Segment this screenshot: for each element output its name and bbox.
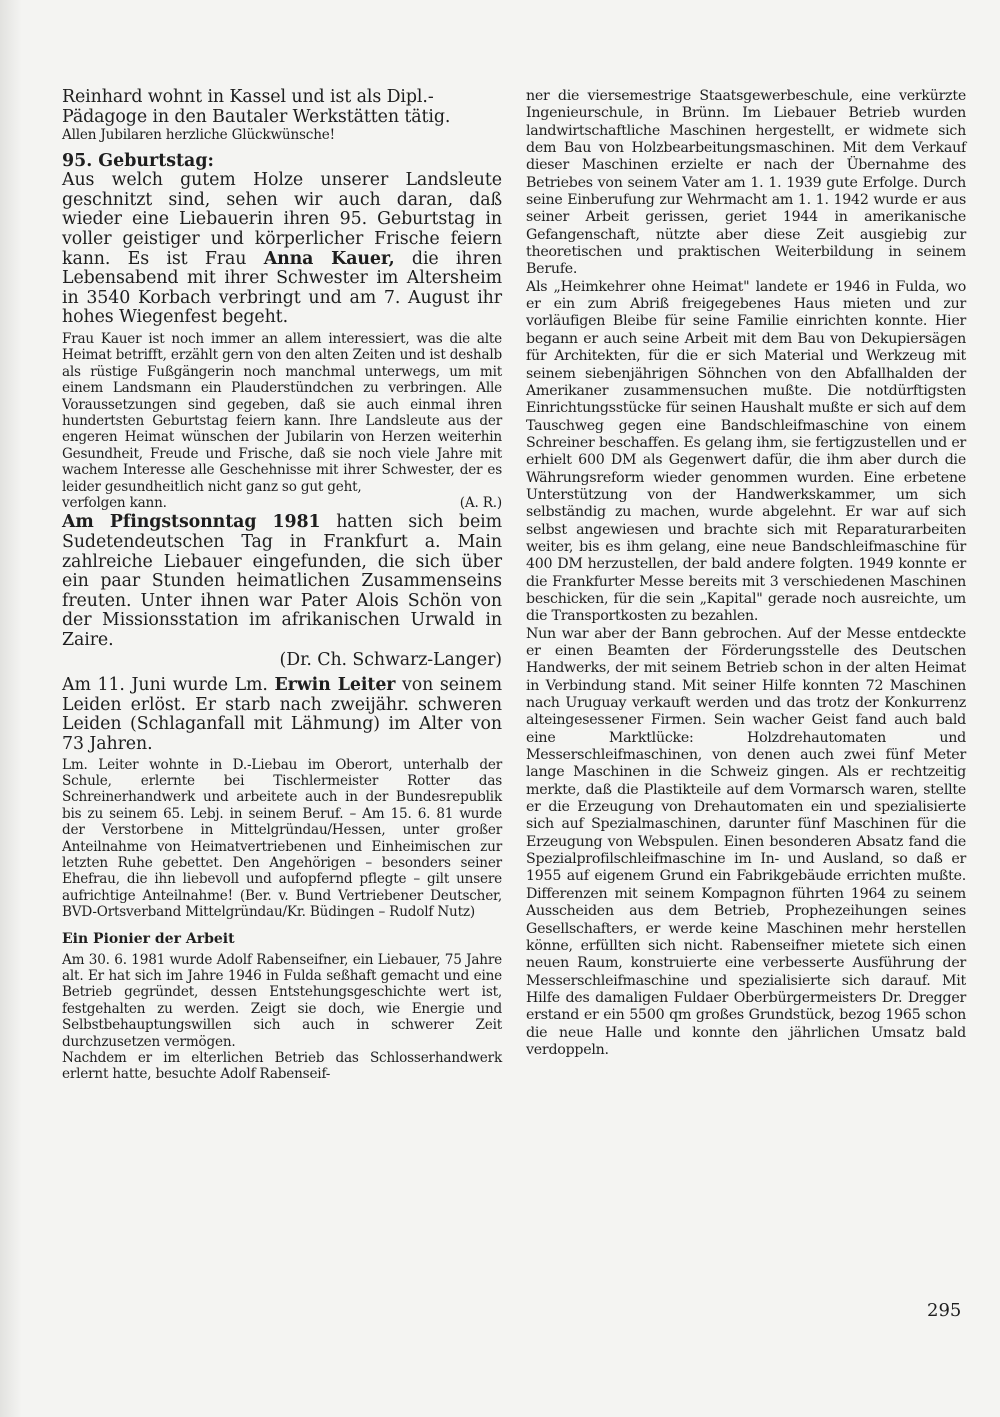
birthday-heading: 95. Geburtstag:: [62, 150, 214, 171]
rabenseifner-paragraph-3: Nun war aber der Bann gebrochen. Auf der Messe entdeckte er einen Beamten der Förderungsstelle des Deutschen Handwerks, der mit seinem Betrieb schon in der alten Heimat in Verbindung stand. Mit seiner Hilfe konnten 72 Maschinen nach Uruguay verkauft werden und das trotz der Konkurrenz alteingesessener Firmen. Sein wacher Geist fand auch bald eine Marktlücke: Holzdrehautomaten und Messerschleifmaschinen, von denen auch zwei fünf Meter lange Maschinen in die Schweiz gingen. Als er rechtzeitig merkte, daß die Plastikteile auf dem Vormarsch waren, stellte er die Erzeugung von Drehautomaten ein und spezialisierte sich auf Spezialmaschinen, darunter fünf Maschinen für die Erzeugung von Webspulen. Einen besonderen Absatz fand die Spezialprofilschleifmaschine im In- und Ausland, so daß er 1955 auf eigenem Grund ein Fabrikgebäude errichten mußte. Differenzen mit seinem Kompagnon führten 1964 zu seinem Ausscheiden aus dem Betrieb, Prophezeihungen seines Gesellschafters, er werde keine Maschinen mehr herstellen könne, erfüllten sich nicht. Rabenseifner mietete sich einen neuen Raum, konstruierte eine verbesserte Ausführung der Messerschleifmaschine und spezialisierte sich darauf. Mit Hilfe des damaligen Fuldaer Oberbürgermeisters Dr. Dregger erstand er ein 5500 qm großes Grundstück, bezog 1965 schon die neue Halle und konnte den jährlichen Umsatz bald verdoppeln.: [526, 625, 966, 1058]
rabenseifner-paragraph-2: Als „Heimkehrer ohne Heimat" landete er 1946 in Fulda, wo er ein zum Abriß freigegebenes Haus mieten und zur vorläufigen Bleibe für seine Familie einrichten konnte. Hier begann er auch seine Arbeit mit dem Bau von Dekupiersägen für Architekten, für die er sich Material und Werkzeug mit seinem siebenjährigen Söhnchen von den Abfallhalden der Amerikaner zusammensuchen mußte. Die notdürftigsten Einrichtungsstücke für seinen Haushalt mußte er sich auf dem Tauschweg gegen eine Bandschleifmaschine von einem Schreiner beschaffen. Es gelang ihm, sie fertigzustellen und er erhielt 600 DM als Gegenwert dafür, die ihm aber durch die Währungsreform wieder genommen wurden. Eine erbetene Unterstützung von der Handwerkskammer, um sich selbständig zu machen, wurde abgelehnt. Er war auf sich selbst angewiesen und brachte sich mit Reparaturarbeiten weiter, bis es ihm gelang, eine neue Bandschleifmaschine für 400 DM herzustellen, der bald andere folgten. 1949 konnte er die Frankfurter Messe bereits mit 3 verschiedenen Maschinen beschicken, für die sein „Kapital" gerade noch ausreichte, um die Transportkosten zu bezahlen.: [526, 278, 966, 625]
leiter-name: Erwin Leiter: [274, 675, 396, 696]
kauer-signature-line: [62, 495, 502, 511]
pfingst-signature: (Dr. Ch. Schwarz-Langer): [279, 649, 502, 670]
birthday-text-post: die ihren Lebensabend mit ihrer Schwester im Altersheim in 3540 Korbach verbringt und am 7. August ihr hohes Wiegenfest begeht.: [62, 248, 502, 328]
left-column: [62, 88, 502, 1083]
intro-text: [62, 88, 502, 127]
right-column: [526, 88, 966, 1059]
author-signature: (A. R.): [459, 495, 502, 511]
kauer-paragraph: Frau Kauer ist noch immer an allem interessiert, was die alte Heimat betrifft, erzählt gern von den alten Zeiten und ist deshalb als rüstige Fußgängerin noch manchmal unterwegs, um mit einem Landsmann ein Plauderstündchen zu verbringen. Alle Voraussetzungen sind gegeben, daß sie auch einmal ihren hundertsten Geburtstag feiern kann. Ihre Landsleute aus der engeren Heimat wünschen der Jubilarin von Herzen weiterhin Gesundheit, Freude und Frische, daß sie noch viele Jahre mit wachem Interesse alle Geschehnisse mit ihrer Schwester, der es leider gesundheitlich nicht ganz so gut geht,: [62, 330, 502, 495]
birthday-text-pre: Aus welch gutem Holze unserer Landsleute geschnitzt sind, sehen wir auch daran, daß wieder eine Liebauerin ihren 95. Geburtstag in voller geistiger und körperlicher Frische feiern kann. Es ist Frau: [62, 170, 502, 269]
pionier-paragraph-2: Nachdem er im elterlichen Betrieb das Schlosserhandwerk erlernt hatte, besuchte Adolf Rabenseif-: [62, 1050, 502, 1083]
pfingst-paragraph: [62, 513, 502, 650]
pionier-paragraph-1: Am 30. 6. 1981 wurde Adolf Rabenseifner, ein Liebauer, 75 Jahre alt. Er hat sich im Jahre 1946 in Fulda seßhaft gemacht und eine Betrieb gegründet, dessen Entstehungsgeschichte wert ist, festgehalten zu werden. Zeigt sie doch, wie Energie und Selbstbehauptungswillen sich auch in schwerer Zeit durchzusetzen vermögen.: [62, 951, 502, 1050]
pfingst-text: hatten sich beim Sudetendeutschen Tag in Frankfurt a. Main zahlreiche Liebauer eingefunden, die sich über ein paar Stunden heimatlichen Zusammenseins freuten. Unter ihnen war Pater Alois Schön von der Missionsstation im afrikanischen Urwald in Zaire.: [62, 512, 503, 650]
pfingst-bold: Am Pfingstsonntag 1981: [62, 512, 321, 533]
page-edge-shadow: [0, 0, 22, 1417]
leiter-post: von seinem Leiden erlöst. Er starb nach zweijähr. schweren Leiden (Schlaganfall mit Lähmung) im Alter von 73 Jahren.: [62, 675, 502, 754]
page-number: 295: [927, 1300, 962, 1321]
intro-line-1: Reinhard wohnt in Kassel und ist als Dipl.-: [62, 87, 434, 107]
leiter-details: Lm. Leiter wohnte in D.-Liebau im Oberort, unterhalb der Schule, erlernte bei Tischlermeister Rotter das Schreinerhandwerk und arbeitete auch in der Bundesrepublik bis zu seinem 65. Lebj. in seinem Beruf. – Am 15. 6. 81 wurde der Verstorbene in Mittelgründau/Hessen, unter großer Anteilnahme von Heimatvertriebenen und Einheimischen zur letzten Ruhe gebettet. Den Angehörigen – besonders seiner Ehefrau, die ihn liebevoll und aufopfernd pflegte – gilt unsere aufrichtige Anteilnahme! (Ber. v. Bund Vertriebener Deutscher, BVD-Ortsverband Mittelgründau/Kr. Büdingen – Rudolf Nutz): [62, 756, 502, 921]
intro-line-2: Pädagoge in den Bautaler Werkstätten tätig.: [62, 106, 451, 127]
leiter-pre: Am 11. Juni wurde Lm.: [62, 675, 275, 696]
rabenseifner-paragraph-1: ner die viersemestrige Staatsgewerbeschule, eine verkürzte Ingenieurschule, in Brünn. Im Liebauer Betrieb wurden landwirtschaftliche Maschinen hergestellt, er widmete sich dem Bau von Holzbearbeitungsmaschinen. Mit dem Verkauf dieser Maschinen erzielte er nach der Übernahme des Betriebes von seinem Vater am 1. 1. 1939 gute Erfolge. Durch seine Einberufung zur Wehrmacht am 1. 1. 1942 wurde er aus seiner Arbeit gerissen, geriet 1944 in amerikanische Gefangenschaft, nützte aber diese Zeit ausgiebig zur theoretischen und praktischen Weiterbildung in seinem Berufe.: [526, 88, 966, 278]
greeting-text: Allen Jubilaren herzliche Glückwünsche!: [62, 127, 335, 144]
kauer-last-line: verfolgen kann.: [62, 495, 167, 511]
pionier-heading: Ein Pionier der Arbeit: [62, 930, 235, 947]
birthday-paragraph: [62, 171, 502, 328]
leiter-paragraph: [62, 676, 502, 754]
birthday-name: Anna Kauer,: [263, 248, 395, 269]
